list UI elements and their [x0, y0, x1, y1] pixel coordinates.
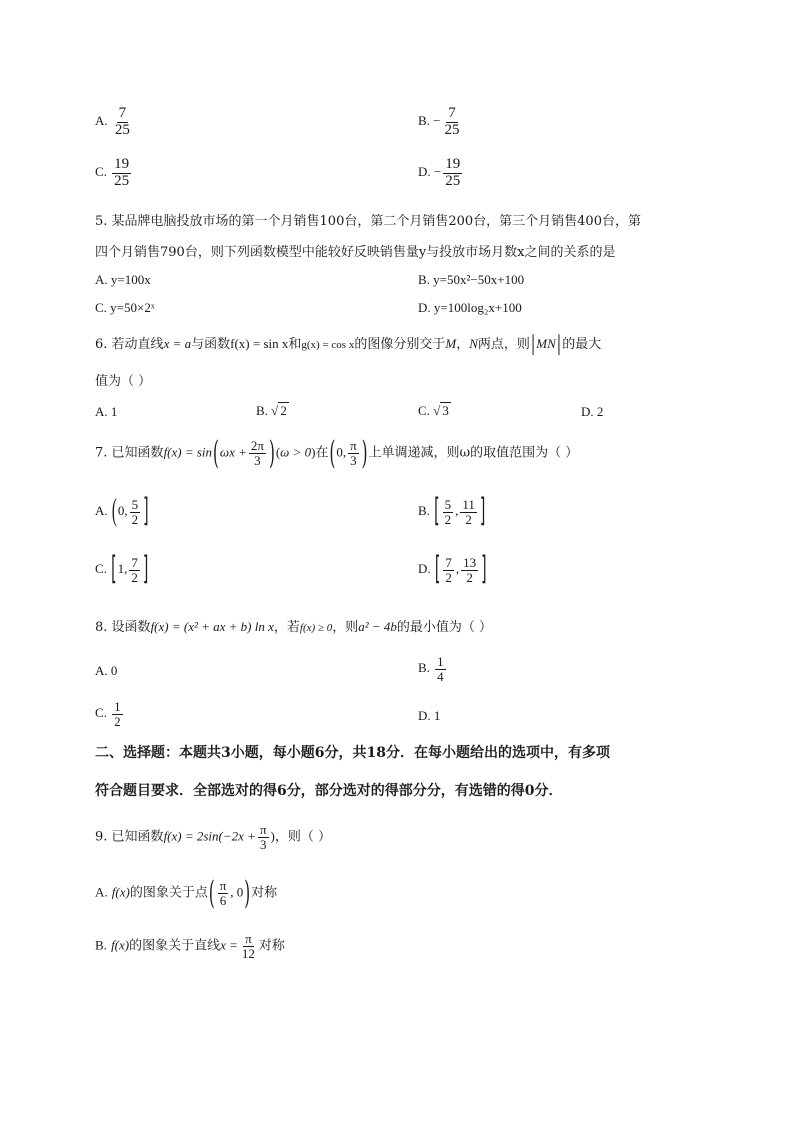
fraction: $\frac{1}{4}$ [437, 654, 444, 684]
q5-option-c: C. y=50×2ˣ [95, 300, 155, 315]
fraction: $\frac{5}{2}$ [131, 497, 139, 527]
q6-stem-line2: 值为（ ） [95, 374, 152, 389]
q6-option-a: A. 1 [95, 404, 118, 419]
fraction: $\frac{\pi}{6}$ [219, 878, 227, 908]
q5-option-d: D. y=100log₂x+100 [418, 300, 522, 315]
fraction: $\frac{11}{2}$ [462, 497, 475, 527]
fraction: $\frac{7}{25}$ [444, 105, 460, 138]
q8-option-c: C. $\frac{1}{2}$ [95, 699, 121, 729]
q8-option-a: A. 0 [95, 663, 118, 678]
fraction: $\frac{\pi}{3}$ [259, 822, 267, 852]
fraction: $\frac{\pi}{12}$ [241, 931, 255, 961]
fraction: $\frac{13}{2}$ [463, 555, 477, 585]
q7-stem: 7. 已知函数f(x) = sin(ωx + $\frac{2\pi}{3}$ )(ω > 0)在(0, $\frac{\pi}{3}$ )上单调递减，则ω的取值范围为（ ） [95, 434, 579, 473]
q7-option-d: D. [ $\frac{7}{2}$ , $\frac{13}{2}$ ] [418, 551, 487, 589]
fraction: $\frac{7}{25}$ [114, 105, 130, 138]
q9-option-a: A. f(x)的图象关于点( $\frac{\pi}{6}$ , 0)对称 [95, 874, 278, 913]
fraction: $\frac{5}{2}$ [444, 497, 452, 527]
q7-option-c: C. [1, $\frac{7}{2}$ ] [95, 551, 149, 589]
q6-option-c: C. √ 3 [418, 403, 449, 418]
q4-option-d: D. − $\frac{19}{25}$ [418, 156, 461, 189]
fraction: $\frac{19}{25}$ [445, 156, 461, 189]
fraction: $\frac{7}{2}$ [445, 555, 452, 585]
q6-stem-line1: 6. 若动直线x = a与函数f(x) = sin x和g(x) = cos x的图像分别交于M，N两点，则|MN|的最大 [95, 332, 602, 357]
q8-stem: 8. 设函数f(x) = (x² + ax + b) ln x，若f(x) ≥ 0，则a² − 4b的最小值为（ ） [95, 619, 493, 635]
q6-option-d: D. 2 [581, 404, 604, 419]
q6-option-b: B. √ 2 [256, 403, 287, 418]
fraction: $\frac{2\pi}{3}$ [250, 438, 264, 468]
q7-option-a: A. (0, $\frac{5}{2}$ ] [95, 493, 149, 531]
section-heading-line1: 二、选择题：本题共3小题，每小题6分，共18分．在每小题给出的选项中，有多项 [95, 745, 610, 761]
q4-option-c: C. $\frac{19}{25}$ [95, 156, 130, 189]
fraction: $\frac{7}{2}$ [131, 555, 138, 585]
sqrt: √ 3 [433, 403, 449, 418]
q4-option-b: B. − $\frac{7}{25}$ [418, 105, 460, 138]
q7-option-b: B. [ $\frac{5}{2}$ , $\frac{11}{2}$ ] [418, 493, 486, 531]
fraction: $\frac{\pi}{3}$ [350, 438, 357, 468]
q8-option-b: B. $\frac{1}{4}$ [418, 654, 444, 684]
q5-option-a: A. y=100x [95, 272, 151, 287]
sqrt: √ 2 [271, 403, 287, 418]
fraction: $\frac{1}{2}$ [114, 699, 121, 729]
q5-stem-line1: 5. 某品牌电脑投放市场的第一个月销售100台，第二个月销售200台，第三个月销售400台，第 [95, 214, 641, 229]
q5-stem-line2: 四个月销售790台，则下列函数模型中能较好反映销售量y与投放市场月数x之间的关系的是 [95, 245, 616, 260]
q5-option-b: B. y=50x²−50x+100 [418, 272, 525, 287]
section-heading-line2: 符合题目要求．全部选对的得6分，部分选对的得部分分，有选错的得0分． [95, 783, 563, 799]
q4-option-a: A. $\frac{7}{25}$ [95, 105, 130, 138]
q9-option-b: B. f(x)的图象关于直线x = $\frac{\pi}{12}$ 对称 [95, 931, 285, 961]
q9-stem: 9. 已知函数f(x) = 2sin(−2x + $\frac{\pi}{3}$ )，则（ ） [95, 822, 332, 852]
fraction: $\frac{19}{25}$ [114, 156, 130, 189]
q8-option-d: D. 1 [418, 708, 441, 723]
